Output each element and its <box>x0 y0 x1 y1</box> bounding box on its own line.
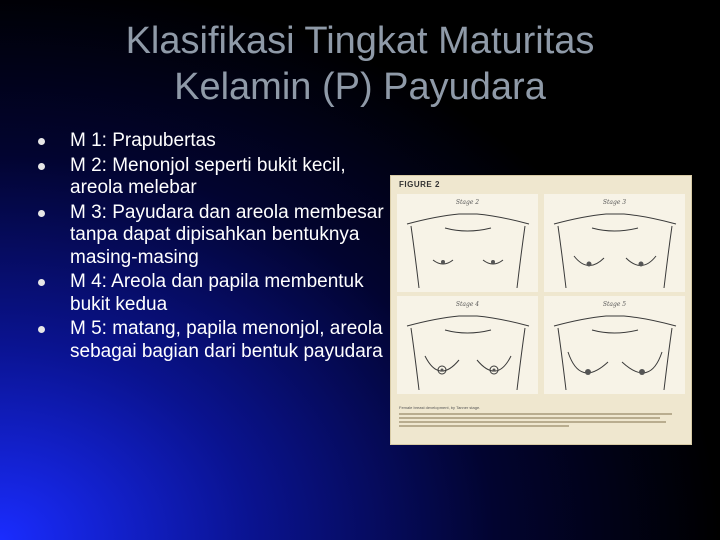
torso-illustration-icon <box>397 296 538 394</box>
bullet-text: M 3: Payudara dan areola membesar tanpa dapat dipisahkan bentuknya masing-masing <box>70 201 384 268</box>
stage-panel <box>544 194 685 292</box>
caption-text: Female breast development, by Tanner stage. <box>399 405 481 410</box>
bullet-dot-icon <box>38 210 45 217</box>
stage-label: Stage 4 <box>455 301 480 308</box>
bullet-text: M 1: Prapubertas <box>70 130 216 151</box>
tanner-stage-figure <box>390 175 692 445</box>
bullet-dot-icon <box>38 326 45 333</box>
torso-illustration-icon <box>544 194 685 292</box>
bullet-list <box>38 130 398 365</box>
slide-title <box>0 18 720 110</box>
bullet-item <box>38 318 398 363</box>
bullet-text: M 2: Menonjol seperti bukit kecil, areola melebar <box>70 154 346 198</box>
title-line-2: Kelamin (P) Payudara <box>174 66 546 108</box>
bullet-text: M 4: Areola dan papila membentuk bukit kedua <box>70 271 364 315</box>
torso-illustration-icon <box>544 296 685 394</box>
stage-label: Stage 5 <box>602 301 627 308</box>
bullet-dot-icon <box>38 279 45 286</box>
figure-label: FIGURE 2 <box>399 180 440 189</box>
stage-label: Stage 2 <box>455 199 480 206</box>
stage-panel <box>397 296 538 394</box>
figure-caption <box>399 405 683 429</box>
bullet-item <box>38 202 398 270</box>
stage-panel <box>544 296 685 394</box>
bullet-item <box>38 155 398 200</box>
stage-panel <box>397 194 538 292</box>
bullet-dot-icon <box>38 138 45 145</box>
bullet-item <box>38 271 398 316</box>
torso-illustration-icon <box>397 194 538 292</box>
bullet-item <box>38 130 398 153</box>
stage-label: Stage 3 <box>602 199 627 206</box>
bullet-dot-icon <box>38 163 45 170</box>
bullet-text: M 5: matang, papila menonjol, areola sebagai bagian dari bentuk payudara <box>70 318 383 362</box>
title-line-1: Klasifikasi Tingkat Maturitas <box>125 20 595 62</box>
